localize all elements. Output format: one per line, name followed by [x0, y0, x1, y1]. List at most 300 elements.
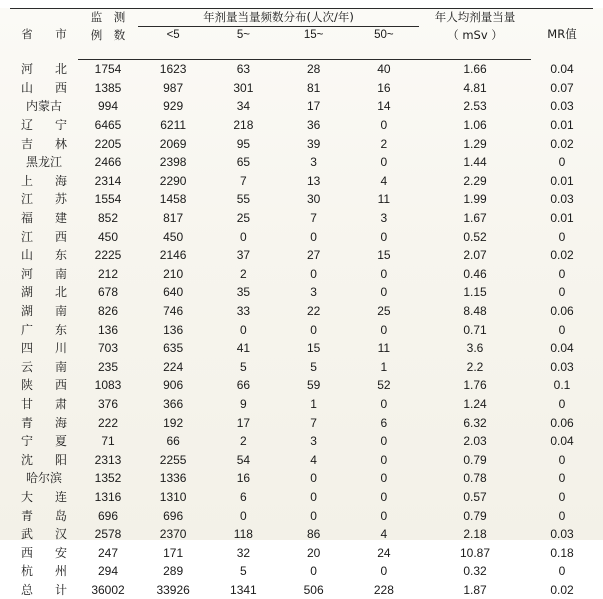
cell-mr-value: 0.07 [531, 79, 593, 98]
cell-freq-5: 5 [208, 358, 278, 377]
cell-province: 河 [10, 265, 44, 284]
col-header-freq-group: 年剂量当量频数分布(人次/年) [138, 9, 419, 27]
cell-monitor-cases: 1754 [78, 60, 138, 79]
table-row [10, 413, 593, 432]
cell-freq-15: 0 [279, 227, 349, 246]
cell-province: 甘 [10, 395, 44, 414]
cell-mr-value: 0 [531, 562, 593, 581]
col-header-freq-lt5: <5 [138, 27, 208, 45]
table-row [10, 450, 593, 469]
col-header-dose-line2: （ mSv ） [419, 27, 531, 45]
cell-annual-dose: 1.76 [419, 376, 531, 395]
cell-freq-50: 0 [349, 506, 419, 525]
cell-freq-50: 0 [349, 488, 419, 507]
cell-freq-5: 118 [208, 525, 278, 544]
table-row [10, 525, 593, 544]
cell-province: 福 [10, 209, 44, 228]
cell-freq-lt5: 635 [138, 339, 208, 358]
cell-freq-lt5: 746 [138, 302, 208, 321]
cell-monitor-cases: 852 [78, 209, 138, 228]
cell-province: 广 [10, 320, 44, 339]
cell-city: 岛 [44, 506, 78, 525]
cell-freq-50: 0 [349, 469, 419, 488]
cell-province: 四 [10, 339, 44, 358]
cell-province: 杭 [10, 562, 44, 581]
cell-freq-lt5: 906 [138, 376, 208, 395]
cell-freq-15: 17 [279, 97, 349, 116]
cell-monitor-cases: 1352 [78, 469, 138, 488]
cell-freq-5: 9 [208, 395, 278, 414]
head-spacer-f2 [208, 44, 278, 60]
cell-mr-value: 0.04 [531, 60, 593, 79]
head-spacer-f4 [349, 44, 419, 60]
cell-freq-lt5: 450 [138, 227, 208, 246]
cell-annual-dose: 1.66 [419, 60, 531, 79]
cell-freq-lt5: 289 [138, 562, 208, 581]
cell-monitor-cases: 2466 [78, 153, 138, 172]
cell-freq-lt5: 929 [138, 97, 208, 116]
cell-province: 辽 [10, 116, 44, 135]
cell-freq-15: 30 [279, 190, 349, 209]
cell-annual-dose: 0.71 [419, 320, 531, 339]
cell-freq-50: 0 [349, 153, 419, 172]
cell-city: 西 [44, 227, 78, 246]
cell-annual-dose: 2.53 [419, 97, 531, 116]
cell-freq-5: 33 [208, 302, 278, 321]
cell-freq-50: 0 [349, 562, 419, 581]
cell-monitor-cases: 376 [78, 395, 138, 414]
cell-freq-50: 11 [349, 190, 419, 209]
cell-monitor-cases: 696 [78, 506, 138, 525]
cell-mr-value: 0.18 [531, 543, 593, 562]
cell-freq-50: 0 [349, 116, 419, 135]
cell-freq-5: 0 [208, 506, 278, 525]
cell-mr-value: 0 [531, 320, 593, 339]
col-header-mr: MR值 [531, 9, 593, 60]
cell-province: 吉 [10, 134, 44, 153]
cell-annual-dose: 0.79 [419, 450, 531, 469]
table-row [10, 320, 593, 339]
cell-freq-50: 0 [349, 450, 419, 469]
cell-mr-value: 0 [531, 153, 593, 172]
cell-annual-dose: 0.78 [419, 469, 531, 488]
cell-freq-15: 7 [279, 209, 349, 228]
cell-mr-value: 0 [531, 469, 593, 488]
cell-city: 西 [44, 376, 78, 395]
table-row [10, 302, 593, 321]
cell-mr-value: 0.02 [531, 246, 593, 265]
cell-province: 陕 [10, 376, 44, 395]
table-row [10, 488, 593, 507]
cell-monitor-cases: 235 [78, 358, 138, 377]
table-row [10, 79, 593, 98]
cell-freq-50: 15 [349, 246, 419, 265]
cell-freq-5: 16 [208, 469, 278, 488]
cell-mr-value: 0 [531, 488, 593, 507]
cell-monitor-cases: 136 [78, 320, 138, 339]
cell-freq-5: 218 [208, 116, 278, 135]
cell-city: 海 [44, 172, 78, 191]
cell-province: 武 [10, 525, 44, 544]
cell-mr-value: 0.03 [531, 525, 593, 544]
cell-freq-50: 0 [349, 283, 419, 302]
cell-freq-50: 0 [349, 265, 419, 284]
cell-province: 内蒙古 [10, 97, 78, 116]
cell-freq-15: 4 [279, 450, 349, 469]
col-header-dose-line1: 年人均剂量当量 [419, 9, 531, 27]
cell-freq-lt5: 366 [138, 395, 208, 414]
table-row [10, 395, 593, 414]
cell-city: 苏 [44, 190, 78, 209]
cell-freq-15: 0 [279, 469, 349, 488]
cell-annual-dose: 1.29 [419, 134, 531, 153]
cell-mr-value: 0.03 [531, 97, 593, 116]
cell-freq-5: 37 [208, 246, 278, 265]
cell-freq-50: 0 [349, 227, 419, 246]
cell-annual-dose: 2.2 [419, 358, 531, 377]
cell-province: 湖 [10, 283, 44, 302]
table-row [10, 134, 593, 153]
cell-city: 宁 [44, 116, 78, 135]
cell-province: 江 [10, 227, 44, 246]
cell-annual-dose: 0.46 [419, 265, 531, 284]
cell-freq-15: 27 [279, 246, 349, 265]
cell-annual-dose: 1.15 [419, 283, 531, 302]
cell-annual-dose: 2.03 [419, 432, 531, 451]
cell-mr-value: 0 [531, 227, 593, 246]
cell-monitor-cases: 1554 [78, 190, 138, 209]
table-row [10, 116, 593, 135]
table-row [10, 506, 593, 525]
cell-freq-50: 0 [349, 432, 419, 451]
cell-mr-value: 0.04 [531, 339, 593, 358]
cell-freq-50: 24 [349, 543, 419, 562]
cell-freq-50: 16 [349, 79, 419, 98]
cell-freq-5: 7 [208, 172, 278, 191]
cell-freq-lt5: 640 [138, 283, 208, 302]
cell-city: 林 [44, 134, 78, 153]
cell-freq-15: 5 [279, 358, 349, 377]
table-row [10, 227, 593, 246]
table-row [10, 376, 593, 395]
cell-city: 南 [44, 265, 78, 284]
table-row [10, 190, 593, 209]
cell-city: 安 [44, 543, 78, 562]
cell-freq-5: 6 [208, 488, 278, 507]
cell-annual-dose: 2.07 [419, 246, 531, 265]
cell-mr-value: 0 [531, 265, 593, 284]
cell-province: 西 [10, 543, 44, 562]
cell-mr-value: 0 [531, 283, 593, 302]
cell-freq-15: 3 [279, 283, 349, 302]
cell-mr-value: 0 [531, 506, 593, 525]
cell-freq-15: 86 [279, 525, 349, 544]
cell-monitor-cases: 2314 [78, 172, 138, 191]
cell-monitor-cases: 222 [78, 413, 138, 432]
cell-city: 汉 [44, 525, 78, 544]
cell-city: 州 [44, 562, 78, 581]
cell-city: 西 [44, 79, 78, 98]
cell-annual-dose: 1.24 [419, 395, 531, 414]
cell-monitor-cases: 2225 [78, 246, 138, 265]
cell-freq-5: 65 [208, 153, 278, 172]
cell-mr-value: 0.03 [531, 190, 593, 209]
cell-city: 南 [44, 302, 78, 321]
cell-province: 哈尔滨 [10, 469, 78, 488]
cell-annual-dose: 0.32 [419, 562, 531, 581]
cell-freq-5: 301 [208, 79, 278, 98]
cell-freq-50: 14 [349, 97, 419, 116]
cell-freq-5: 34 [208, 97, 278, 116]
cell-annual-dose: 3.6 [419, 339, 531, 358]
cell-annual-dose: 0.52 [419, 227, 531, 246]
cell-freq-5: 5 [208, 562, 278, 581]
cell-province: 宁 [10, 432, 44, 451]
cell-freq-lt5: 2255 [138, 450, 208, 469]
cell-freq-lt5: 136 [138, 320, 208, 339]
cell-freq-50: 0 [349, 395, 419, 414]
cell-mr-value: 0 [531, 395, 593, 414]
cell-freq-50: 25 [349, 302, 419, 321]
table-row [10, 246, 593, 265]
cell-city: 计 [44, 581, 78, 599]
cell-freq-5: 0 [208, 320, 278, 339]
cell-freq-lt5: 192 [138, 413, 208, 432]
cell-freq-15: 15 [279, 339, 349, 358]
head-spacer-f3 [279, 44, 349, 60]
cell-city: 川 [44, 339, 78, 358]
cell-city: 北 [44, 283, 78, 302]
cell-mr-value: 0.02 [531, 581, 593, 599]
cell-province: 湖 [10, 302, 44, 321]
col-header-freq-5: 5~ [208, 27, 278, 45]
cell-monitor-cases: 994 [78, 97, 138, 116]
cell-freq-15: 0 [279, 506, 349, 525]
cell-freq-15: 0 [279, 488, 349, 507]
cell-freq-15: 7 [279, 413, 349, 432]
cell-freq-15: 3 [279, 153, 349, 172]
cell-monitor-cases: 2578 [78, 525, 138, 544]
table-row [10, 153, 593, 172]
cell-monitor-cases: 71 [78, 432, 138, 451]
cell-annual-dose: 10.87 [419, 543, 531, 562]
col-header-monitor-cases-line2: 例 数 [78, 27, 138, 45]
cell-freq-5: 0 [208, 227, 278, 246]
cell-freq-15: 36 [279, 116, 349, 135]
cell-province: 沈 [10, 450, 44, 469]
cell-annual-dose: 8.48 [419, 302, 531, 321]
cell-freq-15: 0 [279, 265, 349, 284]
cell-city: 建 [44, 209, 78, 228]
cell-freq-lt5: 2370 [138, 525, 208, 544]
cell-freq-50: 3 [349, 209, 419, 228]
cell-mr-value: 0.1 [531, 376, 593, 395]
table-row [10, 339, 593, 358]
cell-freq-lt5: 66 [138, 432, 208, 451]
cell-province: 云 [10, 358, 44, 377]
cell-freq-15: 59 [279, 376, 349, 395]
cell-city: 东 [44, 320, 78, 339]
col-header-freq-15: 15~ [279, 27, 349, 45]
document-page [0, 8, 603, 540]
cell-city: 北 [44, 60, 78, 79]
cell-freq-lt5: 2290 [138, 172, 208, 191]
cell-freq-50: 228 [349, 581, 419, 599]
cell-monitor-cases: 450 [78, 227, 138, 246]
cell-province: 上 [10, 172, 44, 191]
cell-province: 山 [10, 79, 44, 98]
cell-freq-5: 17 [208, 413, 278, 432]
cell-province: 青 [10, 506, 44, 525]
table-row [10, 265, 593, 284]
cell-monitor-cases: 703 [78, 339, 138, 358]
cell-mr-value: 0.03 [531, 358, 593, 377]
cell-freq-lt5: 1458 [138, 190, 208, 209]
cell-province: 江 [10, 190, 44, 209]
cell-mr-value: 0.02 [531, 134, 593, 153]
table-row [10, 543, 593, 562]
table-row [10, 60, 593, 79]
cell-freq-50: 11 [349, 339, 419, 358]
cell-freq-5: 41 [208, 339, 278, 358]
cell-province: 山 [10, 246, 44, 265]
cell-city: 海 [44, 413, 78, 432]
radiation-dose-table [10, 8, 593, 599]
cell-monitor-cases: 1083 [78, 376, 138, 395]
cell-annual-dose: 0.79 [419, 506, 531, 525]
cell-annual-dose: 0.57 [419, 488, 531, 507]
cell-monitor-cases: 678 [78, 283, 138, 302]
cell-freq-lt5: 817 [138, 209, 208, 228]
cell-freq-5: 54 [208, 450, 278, 469]
cell-freq-5: 2 [208, 265, 278, 284]
cell-freq-5: 35 [208, 283, 278, 302]
cell-monitor-cases: 294 [78, 562, 138, 581]
cell-monitor-cases: 1316 [78, 488, 138, 507]
cell-province: 大 [10, 488, 44, 507]
cell-annual-dose: 1.44 [419, 153, 531, 172]
cell-city: 肃 [44, 395, 78, 414]
cell-freq-5: 25 [208, 209, 278, 228]
cell-mr-value: 0.01 [531, 116, 593, 135]
cell-annual-dose: 1.99 [419, 190, 531, 209]
cell-monitor-cases: 2313 [78, 450, 138, 469]
cell-freq-5: 32 [208, 543, 278, 562]
cell-mr-value: 0.04 [531, 432, 593, 451]
cell-city: 夏 [44, 432, 78, 451]
table-row [10, 172, 593, 191]
cell-annual-dose: 1.87 [419, 581, 531, 599]
col-header-province: 省 [10, 9, 44, 60]
cell-freq-15: 0 [279, 320, 349, 339]
cell-freq-lt5: 2069 [138, 134, 208, 153]
table-row [10, 283, 593, 302]
table-row [10, 469, 593, 488]
cell-mr-value: 0.01 [531, 172, 593, 191]
cell-city: 阳 [44, 450, 78, 469]
cell-freq-5: 1341 [208, 581, 278, 599]
cell-freq-lt5: 1336 [138, 469, 208, 488]
cell-annual-dose: 2.18 [419, 525, 531, 544]
cell-mr-value: 0 [531, 450, 593, 469]
cell-freq-lt5: 1623 [138, 60, 208, 79]
cell-freq-50: 6 [349, 413, 419, 432]
cell-monitor-cases: 2205 [78, 134, 138, 153]
cell-city: 东 [44, 246, 78, 265]
cell-freq-lt5: 171 [138, 543, 208, 562]
cell-annual-dose: 1.06 [419, 116, 531, 135]
cell-annual-dose: 2.29 [419, 172, 531, 191]
cell-monitor-cases: 1385 [78, 79, 138, 98]
cell-province: 河 [10, 60, 44, 79]
cell-freq-lt5: 224 [138, 358, 208, 377]
table-head [10, 9, 593, 60]
cell-city: 连 [44, 488, 78, 507]
cell-freq-lt5: 2398 [138, 153, 208, 172]
cell-freq-15: 506 [279, 581, 349, 599]
cell-freq-5: 66 [208, 376, 278, 395]
cell-freq-50: 4 [349, 172, 419, 191]
cell-mr-value: 0.06 [531, 413, 593, 432]
col-header-city: 市 [44, 9, 78, 60]
head-spacer-cases [78, 44, 138, 60]
cell-freq-5: 2 [208, 432, 278, 451]
cell-freq-50: 52 [349, 376, 419, 395]
table-row [10, 562, 593, 581]
cell-monitor-cases: 36002 [78, 581, 138, 599]
cell-freq-15: 1 [279, 395, 349, 414]
table-row-total [10, 581, 593, 599]
cell-freq-50: 0 [349, 320, 419, 339]
cell-freq-15: 3 [279, 432, 349, 451]
col-header-freq-50: 50~ [349, 27, 419, 45]
cell-annual-dose: 1.67 [419, 209, 531, 228]
cell-freq-15: 28 [279, 60, 349, 79]
cell-province: 总 [10, 581, 44, 599]
table-row [10, 97, 593, 116]
cell-monitor-cases: 826 [78, 302, 138, 321]
table-row [10, 209, 593, 228]
cell-monitor-cases: 247 [78, 543, 138, 562]
cell-freq-5: 55 [208, 190, 278, 209]
cell-freq-15: 0 [279, 562, 349, 581]
cell-annual-dose: 6.32 [419, 413, 531, 432]
cell-mr-value: 0.06 [531, 302, 593, 321]
cell-mr-value: 0.01 [531, 209, 593, 228]
cell-province: 青 [10, 413, 44, 432]
cell-freq-lt5: 33926 [138, 581, 208, 599]
cell-freq-15: 81 [279, 79, 349, 98]
cell-annual-dose: 4.81 [419, 79, 531, 98]
cell-freq-50: 40 [349, 60, 419, 79]
cell-city: 南 [44, 358, 78, 377]
cell-freq-5: 95 [208, 134, 278, 153]
cell-freq-15: 13 [279, 172, 349, 191]
cell-monitor-cases: 212 [78, 265, 138, 284]
head-spacer-f1 [138, 44, 208, 60]
cell-freq-lt5: 987 [138, 79, 208, 98]
cell-freq-15: 39 [279, 134, 349, 153]
cell-freq-15: 22 [279, 302, 349, 321]
cell-freq-lt5: 6211 [138, 116, 208, 135]
cell-freq-50: 4 [349, 525, 419, 544]
cell-freq-lt5: 2146 [138, 246, 208, 265]
table-body [10, 60, 593, 599]
cell-freq-15: 20 [279, 543, 349, 562]
cell-freq-5: 63 [208, 60, 278, 79]
head-spacer-dose [419, 44, 531, 60]
cell-monitor-cases: 6465 [78, 116, 138, 135]
